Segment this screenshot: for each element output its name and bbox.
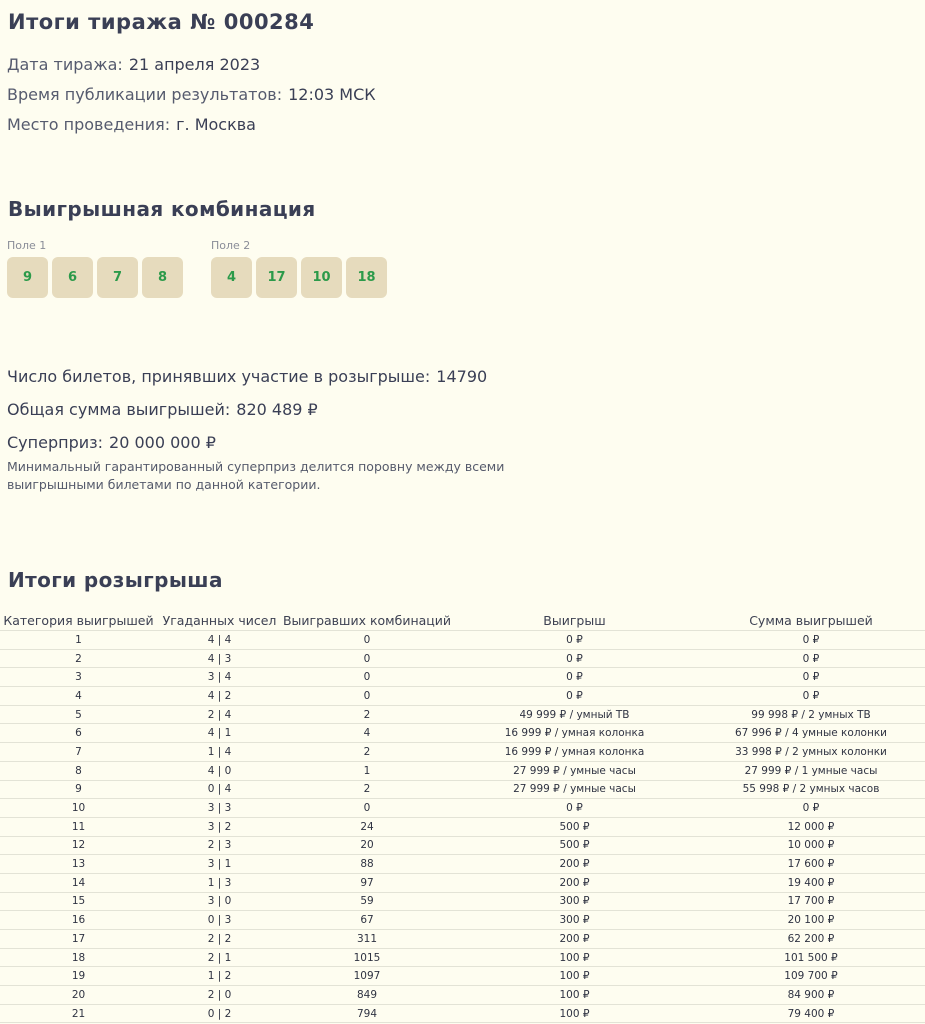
table-cell: 12 — [0, 836, 157, 855]
table-cell: 1 | 3 — [157, 873, 282, 892]
table-cell: 100 ₽ — [452, 986, 697, 1005]
table-row — [0, 948, 925, 967]
column-header: Угаданных чисел — [157, 610, 282, 631]
table-cell: 19 400 ₽ — [697, 873, 925, 892]
ball: 9 — [7, 257, 48, 298]
table-cell: 500 ₽ — [452, 817, 697, 836]
table-cell: 16 — [0, 911, 157, 930]
table-cell: 9 — [0, 780, 157, 799]
table-cell: 3 | 3 — [157, 799, 282, 818]
table-cell: 10 — [0, 799, 157, 818]
page-title: Итоги тиража № 000284 — [8, 10, 315, 34]
table-cell: 4 — [0, 687, 157, 706]
table-row — [0, 855, 925, 874]
table-cell: 7 — [0, 743, 157, 762]
table-row — [0, 631, 925, 650]
table-cell: 49 999 ₽ / умный ТВ — [452, 705, 697, 724]
table-cell: 4 — [282, 724, 452, 743]
table-cell: 1097 — [282, 967, 452, 986]
table-cell: 794 — [282, 1004, 452, 1023]
table-cell: 3 | 4 — [157, 668, 282, 687]
table-row — [0, 780, 925, 799]
table-cell: 200 ₽ — [452, 873, 697, 892]
table-cell: 311 — [282, 930, 452, 949]
table-cell: 2 — [282, 780, 452, 799]
table-cell: 14 — [0, 873, 157, 892]
table-row — [0, 743, 925, 762]
results-table — [0, 610, 925, 1023]
table-cell: 0 — [282, 799, 452, 818]
table-cell: 67 996 ₽ / 4 умные колонки — [697, 724, 925, 743]
draw-place-label: Место проведения: — [7, 115, 171, 134]
tickets-count-label: Число билетов, принявших участие в розыгрыше: — [7, 367, 431, 386]
table-cell: 62 200 ₽ — [697, 930, 925, 949]
table-cell: 0 ₽ — [697, 687, 925, 706]
table-cell: 0 ₽ — [452, 687, 697, 706]
table-cell: 2 | 4 — [157, 705, 282, 724]
table-cell: 0 ₽ — [697, 649, 925, 668]
superprize-value: 20 000 000 ₽ — [109, 433, 216, 452]
table-row — [0, 873, 925, 892]
table-cell: 0 — [282, 631, 452, 650]
publication-time — [7, 85, 376, 104]
table-cell: 27 999 ₽ / умные часы — [452, 761, 697, 780]
table-cell: 0 ₽ — [697, 668, 925, 687]
table-cell: 20 — [282, 836, 452, 855]
column-header: Категория выигрышей — [0, 610, 157, 631]
table-cell: 300 ₽ — [452, 892, 697, 911]
table-cell: 200 ₽ — [452, 855, 697, 874]
table-cell: 0 — [282, 649, 452, 668]
table-cell: 0 | 2 — [157, 1004, 282, 1023]
table-cell: 2 — [282, 743, 452, 762]
table-row — [0, 1004, 925, 1023]
table-row — [0, 967, 925, 986]
table-cell: 3 | 2 — [157, 817, 282, 836]
results-table-body — [0, 631, 925, 1023]
table-cell: 0 ₽ — [697, 799, 925, 818]
table-cell: 10 000 ₽ — [697, 836, 925, 855]
table-cell: 4 | 0 — [157, 761, 282, 780]
ball: 18 — [346, 257, 387, 298]
table-cell: 0 | 4 — [157, 780, 282, 799]
table-cell: 17 700 ₽ — [697, 892, 925, 911]
ball: 17 — [256, 257, 297, 298]
table-cell: 16 999 ₽ / умная колонка — [452, 724, 697, 743]
table-cell: 1 — [282, 761, 452, 780]
table-cell: 88 — [282, 855, 452, 874]
field1-label: Поле 1 — [7, 239, 47, 252]
table-cell: 16 999 ₽ / умная колонка — [452, 743, 697, 762]
total-winnings — [7, 400, 318, 419]
table-cell: 500 ₽ — [452, 836, 697, 855]
ball: 10 — [301, 257, 342, 298]
table-cell: 200 ₽ — [452, 930, 697, 949]
table-cell: 21 — [0, 1004, 157, 1023]
table-cell: 300 ₽ — [452, 911, 697, 930]
table-cell: 100 ₽ — [452, 1004, 697, 1023]
publication-time-label: Время публикации результатов: — [7, 85, 283, 104]
table-cell: 4 | 2 — [157, 687, 282, 706]
table-row — [0, 911, 925, 930]
table-cell: 4 | 4 — [157, 631, 282, 650]
total-winnings-label: Общая сумма выигрышей: — [7, 400, 231, 419]
superprize — [7, 433, 216, 452]
table-cell: 1 | 4 — [157, 743, 282, 762]
table-row — [0, 892, 925, 911]
superprize-note: Минимальный гарантированный суперприз делится поровну между всеми выигрышными билетами по данной категории. — [7, 459, 505, 492]
table-cell: 84 900 ₽ — [697, 986, 925, 1005]
table-cell: 59 — [282, 892, 452, 911]
draw-date-value: 21 апреля 2023 — [128, 55, 261, 74]
field2-label: Поле 2 — [211, 239, 251, 252]
table-cell: 4 | 3 — [157, 649, 282, 668]
table-cell: 15 — [0, 892, 157, 911]
table-cell: 24 — [282, 817, 452, 836]
table-cell: 101 500 ₽ — [697, 948, 925, 967]
table-cell: 0 ₽ — [697, 631, 925, 650]
table-cell: 0 | 3 — [157, 911, 282, 930]
field2-balls — [211, 257, 387, 298]
ball: 8 — [142, 257, 183, 298]
table-cell: 3 | 1 — [157, 855, 282, 874]
table-cell: 11 — [0, 817, 157, 836]
table-row — [0, 836, 925, 855]
column-header: Выигрыш — [452, 610, 697, 631]
table-cell: 20 — [0, 986, 157, 1005]
table-cell: 97 — [282, 873, 452, 892]
table-row — [0, 761, 925, 780]
table-cell: 4 | 1 — [157, 724, 282, 743]
table-row — [0, 687, 925, 706]
table-cell: 109 700 ₽ — [697, 967, 925, 986]
column-header: Сумма выигрышей — [697, 610, 925, 631]
table-cell: 0 ₽ — [452, 668, 697, 687]
table-cell: 2 — [0, 649, 157, 668]
draw-place — [7, 115, 256, 134]
table-cell: 67 — [282, 911, 452, 930]
table-cell: 3 — [0, 668, 157, 687]
tickets-count — [7, 367, 487, 386]
table-cell: 18 — [0, 948, 157, 967]
ball: 4 — [211, 257, 252, 298]
table-cell: 3 | 0 — [157, 892, 282, 911]
table-cell: 55 998 ₽ / 2 умных часов — [697, 780, 925, 799]
table-cell: 99 998 ₽ / 2 умных ТВ — [697, 705, 925, 724]
column-header: Выигравших комбинаций — [282, 610, 452, 631]
results-title: Итоги розыгрыша — [8, 568, 223, 592]
table-cell: 0 — [282, 687, 452, 706]
table-cell: 19 — [0, 967, 157, 986]
tickets-count-value: 14790 — [436, 367, 488, 386]
table-cell: 17 600 ₽ — [697, 855, 925, 874]
publication-time-value: 12:03 МСК — [288, 85, 376, 104]
table-cell: 1 | 2 — [157, 967, 282, 986]
table-cell: 1 — [0, 631, 157, 650]
table-cell: 27 999 ₽ / умные часы — [452, 780, 697, 799]
table-cell: 0 ₽ — [452, 799, 697, 818]
table-cell: 79 400 ₽ — [697, 1004, 925, 1023]
table-cell: 5 — [0, 705, 157, 724]
table-cell: 2 | 1 — [157, 948, 282, 967]
draw-place-value: г. Москва — [176, 115, 256, 134]
table-cell: 0 ₽ — [452, 631, 697, 650]
table-header-row — [0, 610, 925, 631]
table-cell: 2 | 3 — [157, 836, 282, 855]
table-row — [0, 799, 925, 818]
table-cell: 2 | 2 — [157, 930, 282, 949]
table-cell: 20 100 ₽ — [697, 911, 925, 930]
table-cell: 100 ₽ — [452, 948, 697, 967]
table-row — [0, 705, 925, 724]
table-cell: 27 999 ₽ / 1 умные часы — [697, 761, 925, 780]
field1-balls — [7, 257, 183, 298]
table-cell: 2 | 0 — [157, 986, 282, 1005]
draw-date-label: Дата тиража: — [7, 55, 123, 74]
table-row — [0, 986, 925, 1005]
table-cell: 12 000 ₽ — [697, 817, 925, 836]
table-cell: 0 — [282, 668, 452, 687]
table-cell: 2 — [282, 705, 452, 724]
table-cell: 17 — [0, 930, 157, 949]
table-row — [0, 930, 925, 949]
table-row — [0, 668, 925, 687]
ball: 7 — [97, 257, 138, 298]
ball: 6 — [52, 257, 93, 298]
table-cell: 13 — [0, 855, 157, 874]
table-cell: 6 — [0, 724, 157, 743]
table-cell: 0 ₽ — [452, 649, 697, 668]
table-row — [0, 817, 925, 836]
total-winnings-value: 820 489 ₽ — [236, 400, 318, 419]
table-cell: 849 — [282, 986, 452, 1005]
superprize-label: Суперприз: — [7, 433, 104, 452]
table-row — [0, 724, 925, 743]
table-row — [0, 649, 925, 668]
table-cell: 100 ₽ — [452, 967, 697, 986]
table-cell: 8 — [0, 761, 157, 780]
table-cell: 1015 — [282, 948, 452, 967]
draw-date — [7, 55, 260, 74]
table-cell: 33 998 ₽ / 2 умных колонки — [697, 743, 925, 762]
winning-combination-title: Выигрышная комбинация — [8, 197, 316, 221]
